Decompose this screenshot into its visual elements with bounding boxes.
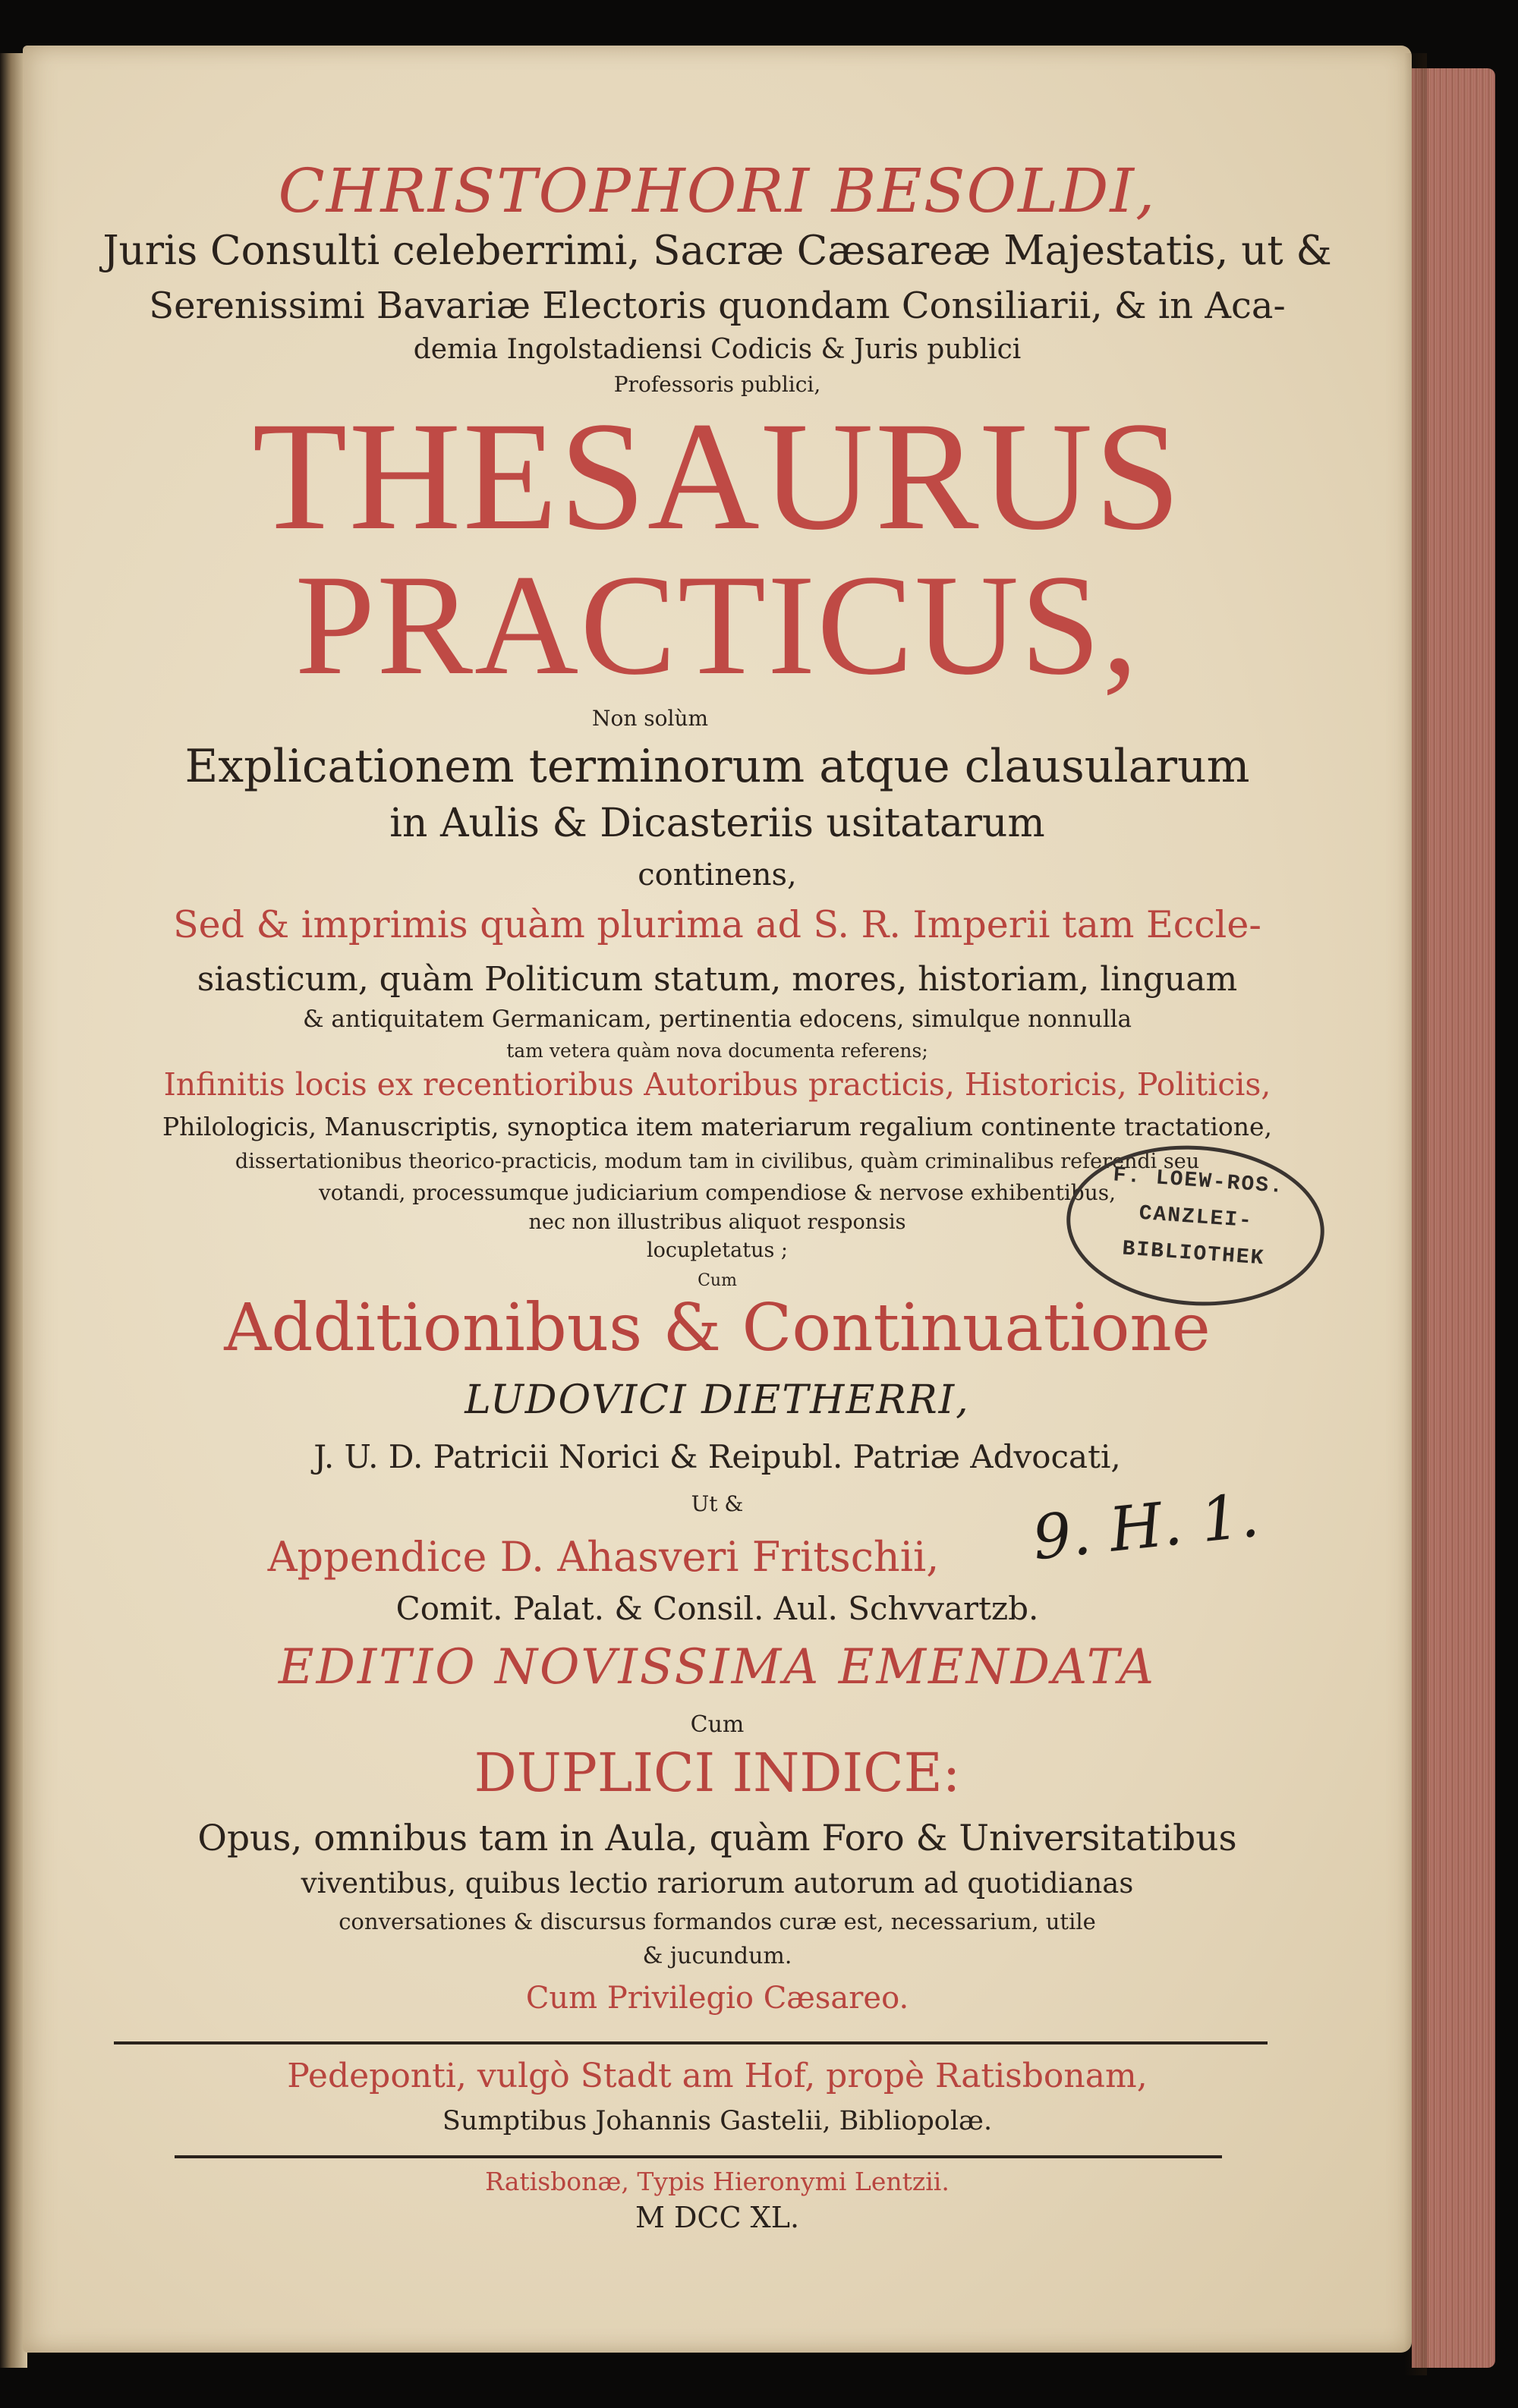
infinitis-line-4: votandi, processumque judiciarium compendiose & nervose exhibentibus, [318, 1180, 1116, 1205]
additionibus-heading: Additionibus & Continuatione [224, 1290, 1211, 1366]
infinitis-line-3: dissertationibus theorico-practicis, modum tam in civilibus, quàm criminalibus referendi seu [235, 1150, 1200, 1173]
sed-line-3: & antiquitatem Germanicam, pertinentia edocens, simulque nonnulla [302, 1006, 1132, 1033]
opus-line-2: viventibus, quibus lectio rariorum autorum ad quotidianas [301, 1867, 1134, 1900]
opus-line-1: Opus, omnibus tam in Aula, quàm Foro & Universitatibus [197, 1818, 1237, 1859]
main-title-line-2: PRACTICUS, [294, 546, 1140, 705]
infinitis-line-2: Philologicis, Manuscriptis, synoptica item materiarum regalium continente tractatione, [162, 1112, 1273, 1141]
infinitis-line-1: Infinitis locis ex recentioribus Autoribus practicis, Historicis, Politicis, [163, 1066, 1271, 1103]
author-description-line-3: demia Ingolstadiensi Codicis & Juris publici [413, 334, 1022, 365]
stamp-line-3: BIBLIOTHEK [1121, 1237, 1266, 1271]
imprint-printer: Ratisbonæ, Typis Hieronymi Lentzii. [485, 2167, 950, 2196]
cum-text-2: Cum [690, 1711, 745, 1738]
opus-line-4: & jucundum. [642, 1943, 792, 1969]
continens-text: continens, [638, 858, 797, 892]
dietherri-name: LUDOVICI DIETHERRI, [465, 1377, 970, 1423]
opus-line-3: conversationes & discursus formandos curæ est, necessarium, utile [339, 1909, 1096, 1934]
bottom-rule [175, 2155, 1222, 2158]
appendice-line: Appendice D. Ahasveri Fritschii, [267, 1533, 940, 1581]
comit-line: Comit. Palat. & Consil. Aul. Schvvartzb. [395, 1590, 1039, 1627]
editio-heading: EDITIO NOVISSIMA EMENDATA [278, 1639, 1157, 1695]
sed-line-1: Sed & imprimis quàm plurima ad S. R. Imperii tam Eccle- [173, 903, 1261, 946]
sed-line-2: siasticum, quàm Politicum statum, mores, historiam, linguam [197, 960, 1238, 999]
cum-text-1: Cum [698, 1271, 737, 1290]
author-description-line-4: Professoris publici, [613, 372, 821, 397]
privilegio-line: Cum Privilegio Cæsareo. [525, 1981, 909, 2016]
stamp-line-2: CANZLEI- [1138, 1201, 1254, 1234]
main-title-line-1: THESAURUS [252, 390, 1183, 562]
stamp-line-1: F. LOEW-ROS. [1112, 1163, 1285, 1199]
duplici-indice-heading: DUPLICI INDICE: [474, 1742, 961, 1804]
author-description-line-2: Serenissimi Bavariæ Electoris quondam Consiliarii, & in Aca- [149, 285, 1286, 327]
top-rule [114, 2041, 1268, 2044]
non-solum-text: Non solùm [592, 706, 709, 731]
infinitis-line-5: nec non illustribus aliquot responsis [528, 1210, 906, 1234]
handwritten-shelfmark: 9. H. 1. [1028, 1479, 1262, 1574]
infinitis-line-6: locupletatus ; [646, 1239, 789, 1262]
sed-line-4: tam vetera quàm nova documenta referens; [506, 1040, 928, 1062]
imprint-publisher: Sumptibus Johannis Gastelii, Bibliopolæ. [442, 2106, 993, 2136]
author-description-line-1: Juris Consulti celeberrimi, Sacræ Cæsareæ Majestatis, ut & [102, 228, 1332, 274]
imprint-year: M DCC XL. [635, 2201, 800, 2234]
imprint-place: Pedeponti, vulgò Stadt am Hof, propè Ratisbonam, [287, 2057, 1148, 2095]
explicationem-line-1: Explicationem terminorum atque clausularum [184, 740, 1250, 793]
explicationem-line-2: in Aulis & Dicasteriis usitatarum [389, 801, 1045, 846]
ut-text: Ut & [691, 1491, 744, 1516]
author-name: CHRISTOPHORI BESOLDI, [278, 156, 1157, 226]
jud-line: J. U. D. Patricii Norici & Reipubl. Patriæ Advocati, [313, 1438, 1121, 1475]
